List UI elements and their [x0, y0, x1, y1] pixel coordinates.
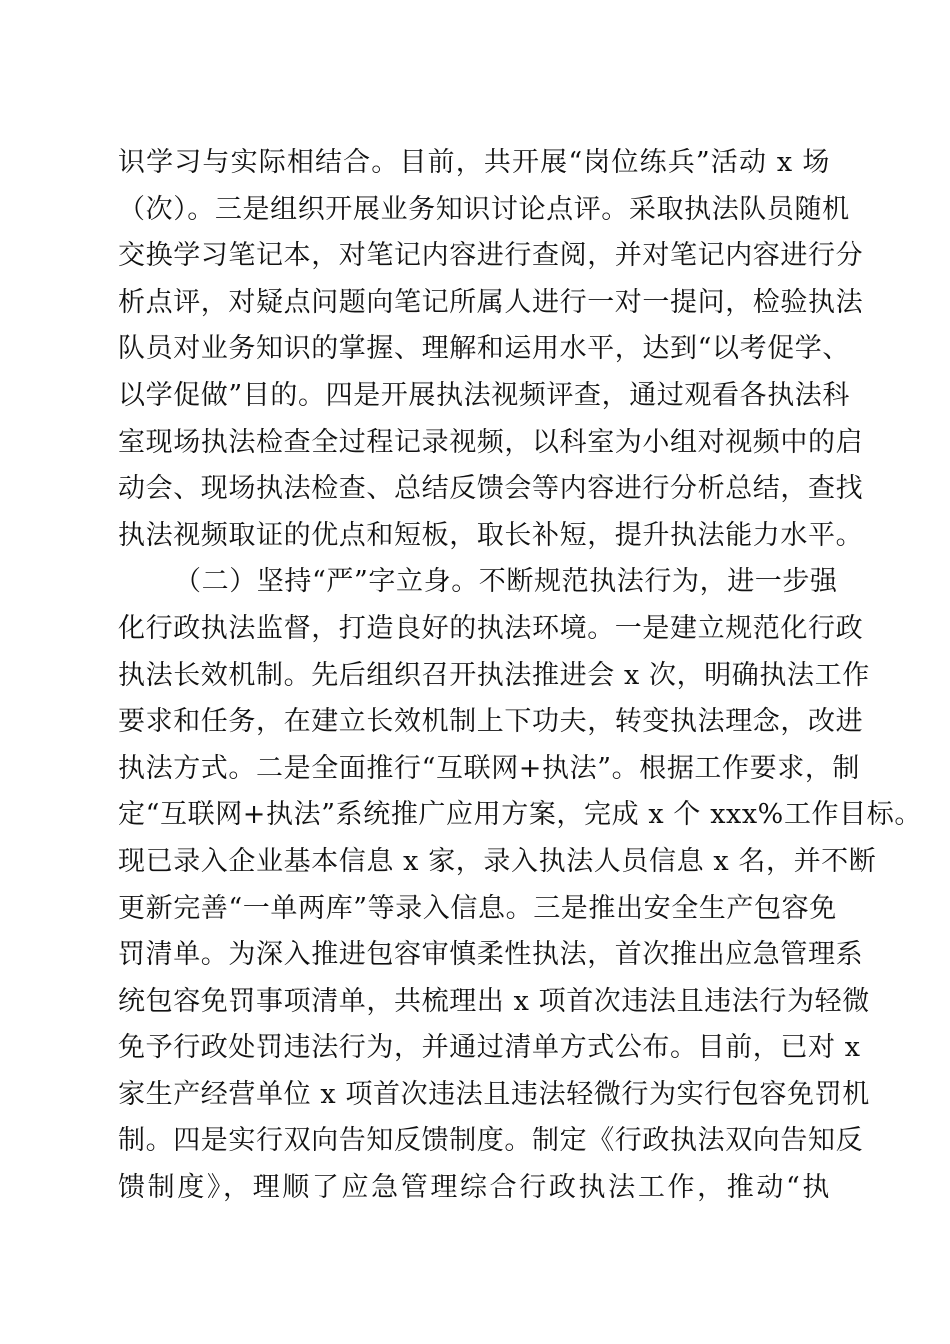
text-line: 免予行政处罚违法行为，并通过清单方式公布。目前，已对 x — [118, 1032, 861, 1064]
text-line: 定“互联网+执法”系统推广应用方案，完成 x 个 xxx%工作目标。 — [118, 799, 922, 831]
text-line: 析点评，对疑点问题向笔记所属人进行一对一提问，检验执法 — [118, 286, 864, 318]
text-line: 制。四是实行双向告知反馈制度。制定《行政执法双向告知反 — [118, 1125, 864, 1157]
text-line: 识学习与实际相结合。目前，共开展“岗位练兵”活动 x 场 — [118, 147, 830, 178]
text-line: 执法视频取证的优点和短板，取长补短，提升执法能力水平。 — [118, 519, 864, 551]
paragraph-1 — [118, 140, 864, 559]
text-line: 执法长效机制。先后组织召开执法推进会 x 次，明确执法工作 — [118, 659, 870, 691]
text-line: 以学促做”目的。四是开展执法视频评查，通过观看各执法科 — [118, 379, 851, 411]
paragraph-2 — [118, 559, 922, 1211]
text-line: 要求和任务，在建立长效机制上下功夫，转变执法理念，改进 — [118, 706, 864, 738]
text-line: 执法方式。二是全面推行“互联网+执法”。根据工作要求，制 — [118, 752, 861, 784]
text-line: 室现场执法检查全过程记录视频，以科室为小组对视频中的启 — [118, 426, 864, 458]
text-line: 罚清单。为深入推进包容审慎柔性执法，首次推出应急管理系 — [118, 939, 864, 971]
text-line: 家生产经营单位 x 项首次违法且违法轻微行为实行包容免罚机 — [118, 1078, 870, 1110]
text-line: （次）。三是组织开展业务知识讨论点评。采取执法队员随机 — [118, 193, 850, 225]
text-line: 统包容免罚事项清单，共梳理出 x 项首次违法且违法行为轻微 — [118, 985, 870, 1017]
text-line: 交换学习笔记本，对笔记内容进行查阅，并对笔记内容进行分 — [118, 240, 864, 272]
text-line: 馈制度》，理顺了应急管理综合行政执法工作，推动“执 — [118, 1172, 830, 1204]
text-line: 现已录入企业基本信息 x 家，录入执法人员信息 x 名，并不断 — [118, 845, 877, 877]
section-heading-line: （二）坚持“严”字立身。不断规范执法行为，进一步强 — [174, 566, 838, 598]
document-body — [118, 140, 922, 1212]
text-line: 化行政执法监督，打造良好的执法环境。一是建立规范化行政 — [118, 612, 864, 644]
text-line: 更新完善“一单两库”等录入信息。三是推出安全生产包容免 — [118, 892, 837, 924]
text-line: 动会、现场执法检查、总结反馈会等内容进行分析总结，查找 — [118, 473, 864, 505]
text-line: 队员对业务知识的掌握、理解和运用水平，达到“以考促学、 — [118, 333, 851, 365]
